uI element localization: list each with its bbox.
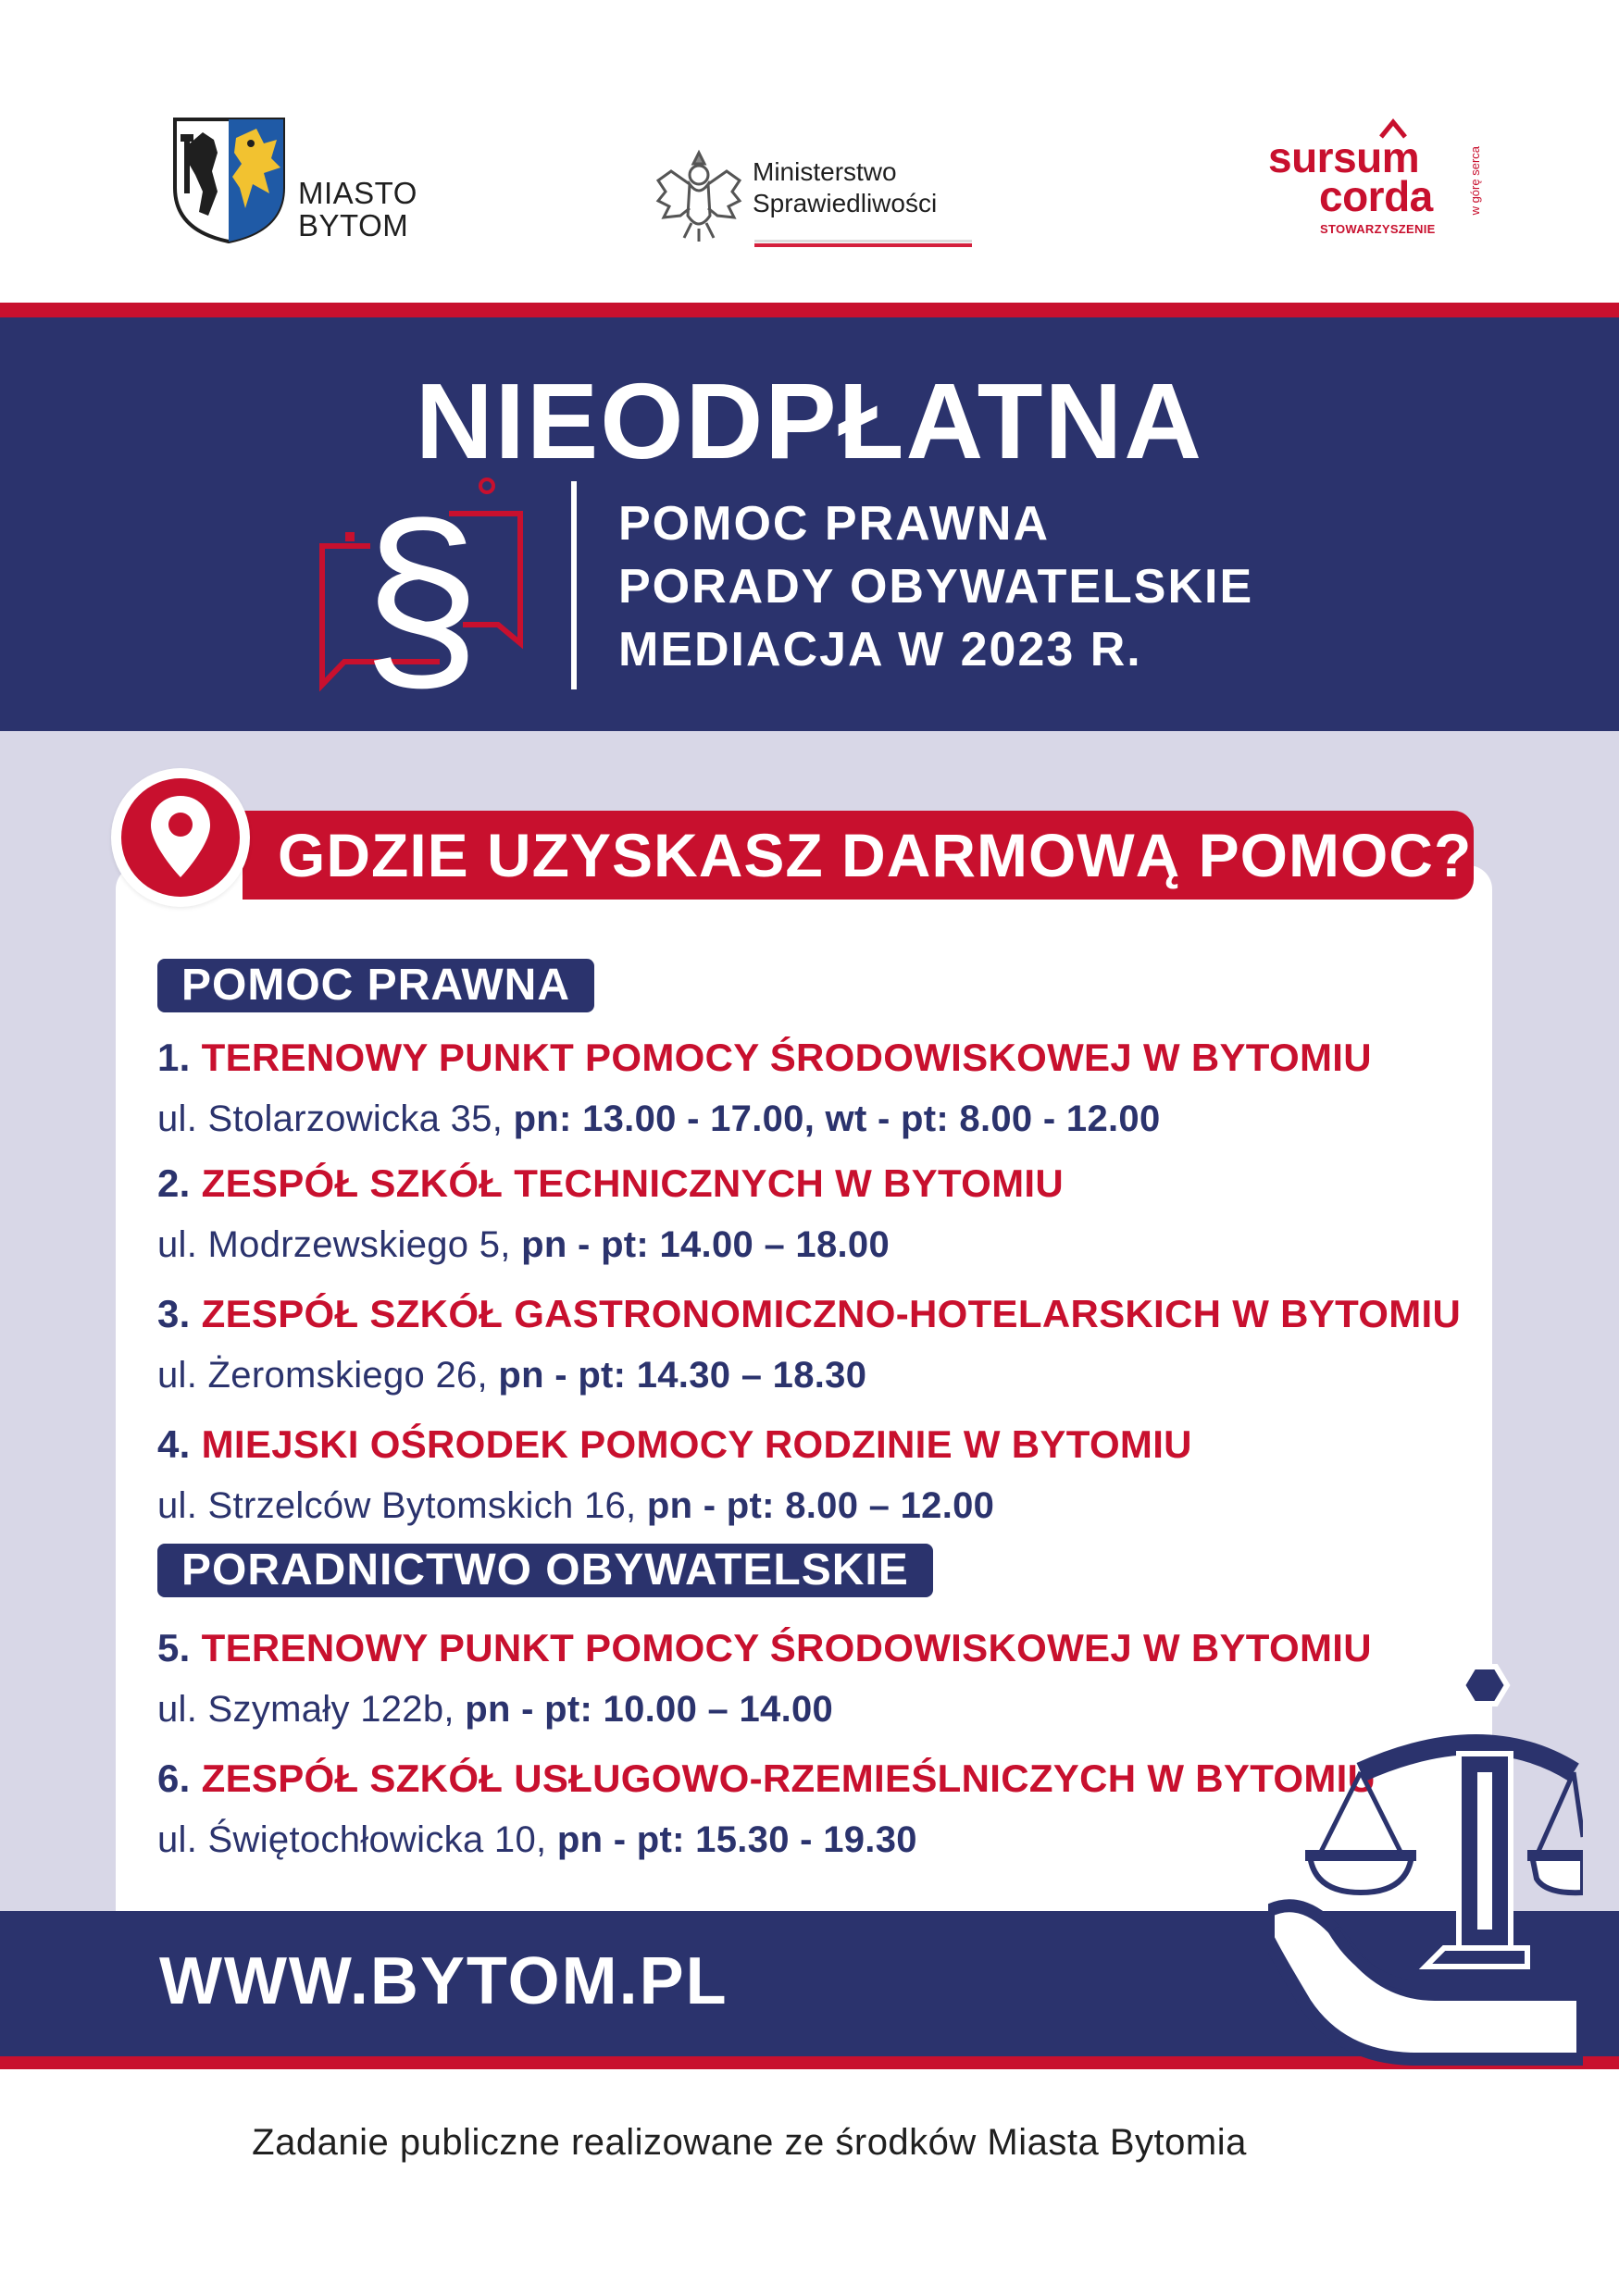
item-street: ul. Stolarzowicka 35, bbox=[157, 1098, 504, 1139]
list-item bbox=[157, 1421, 1192, 1530]
item-address bbox=[157, 1351, 1461, 1399]
list-item bbox=[157, 1290, 1461, 1399]
list-item bbox=[157, 1034, 1372, 1143]
item-number: 6. bbox=[157, 1756, 191, 1800]
item-name: ZESPÓŁ SZKÓŁ TECHNICZNYCH W BYTOMIU bbox=[201, 1161, 1065, 1205]
sursum-logo-bottom: corda bbox=[1319, 172, 1433, 220]
item-name: TERENOWY PUNKT POMOCY ŚRODOWISKOWEJ W BYTOMIU bbox=[201, 1626, 1372, 1669]
item-hours: pn - pt: 8.00 – 12.00 bbox=[646, 1485, 995, 1526]
item-hours: pn - pt: 14.30 – 18.30 bbox=[498, 1355, 867, 1396]
ministry-flag-white bbox=[754, 240, 972, 242]
item-address bbox=[157, 1095, 1372, 1143]
list-item bbox=[157, 1755, 1376, 1864]
subtitle-civic-advice: PORADY OBYWATELSKIE bbox=[618, 560, 1254, 614]
subtitle-legal-aid: POMOC PRAWNA bbox=[618, 497, 1050, 551]
ministry-logo-text bbox=[753, 156, 937, 219]
item-street: ul. Strzelców Bytomskich 16, bbox=[157, 1485, 637, 1526]
section-civic-advice: PORADNICTWO OBYWATELSKIE bbox=[157, 1544, 933, 1597]
header-subtitles bbox=[618, 492, 1253, 681]
svg-text:§: § bbox=[362, 478, 480, 708]
item-title bbox=[157, 1421, 1192, 1469]
ministry-of-justice-logo bbox=[653, 143, 986, 254]
ministry-logo-line1: Ministerstwo bbox=[753, 157, 897, 186]
item-street: ul. Świętochłowicka 10, bbox=[157, 1819, 547, 1860]
list-item bbox=[157, 1624, 1372, 1733]
main-title: NIEODPŁATNA bbox=[415, 361, 1204, 481]
item-number: 5. bbox=[157, 1626, 191, 1669]
item-title bbox=[157, 1624, 1372, 1672]
item-address bbox=[157, 1685, 1372, 1733]
item-hours: pn - pt: 14.00 – 18.00 bbox=[521, 1224, 890, 1265]
polish-eagle-icon bbox=[653, 143, 745, 245]
item-name: ZESPÓŁ SZKÓŁ GASTRONOMICZNO-HOTELARSKICH W BYTOMIU bbox=[201, 1292, 1462, 1335]
item-name: TERENOWY PUNKT POMOCY ŚRODOWISKOWEJ W BYTOMIU bbox=[201, 1036, 1372, 1079]
section-legal-aid: POMOC PRAWNA bbox=[157, 959, 594, 1012]
where-banner-text: GDZIE UZYSKASZ DARMOWĄ POMOC? bbox=[278, 821, 1473, 889]
ministry-flag-red bbox=[754, 243, 972, 247]
item-title bbox=[157, 1755, 1376, 1803]
item-title bbox=[157, 1160, 1064, 1208]
item-number: 2. bbox=[157, 1161, 191, 1205]
item-name: ZESPÓŁ SZKÓŁ USŁUGOWO-RZEMIEŚLNICZYCH W BYTOMIU bbox=[201, 1756, 1376, 1800]
funding-note: Zadanie publiczne realizowane ze środków Miasta Bytomia bbox=[252, 2122, 1247, 2163]
list-item bbox=[157, 1160, 1064, 1269]
bytom-logo-line1: MIASTO bbox=[298, 176, 417, 210]
item-title bbox=[157, 1034, 1372, 1082]
paragraph-speech-bubbles-icon bbox=[305, 477, 537, 708]
item-number: 3. bbox=[157, 1292, 191, 1335]
item-address bbox=[157, 1482, 1192, 1530]
sursum-logo-sub: STOWARZYSZENIE bbox=[1320, 222, 1436, 236]
item-name: MIEJSKI OŚRODEK POMOCY RODZINIE W BYTOMIU bbox=[201, 1422, 1192, 1466]
item-number: 4. bbox=[157, 1422, 191, 1466]
sursum-logo-top: sursum bbox=[1268, 133, 1420, 181]
item-street: ul. Szymały 122b, bbox=[157, 1689, 455, 1730]
item-hours: pn - pt: 10.00 – 14.00 bbox=[465, 1689, 834, 1730]
subtitle-mediation: MEDIACJA W 2023 R. bbox=[618, 623, 1142, 676]
ministry-logo-line2: Sprawiedliwości bbox=[753, 189, 938, 217]
item-street: ul. Żeromskiego 26, bbox=[157, 1355, 488, 1396]
bytom-logo-text bbox=[298, 177, 417, 242]
header-divider bbox=[571, 481, 577, 689]
item-hours: pn: 13.00 - 17.00, wt - pt: 8.00 - 12.00 bbox=[513, 1098, 1161, 1139]
sursum-logo-side: w górę serca bbox=[1468, 146, 1482, 216]
item-number: 1. bbox=[157, 1036, 191, 1079]
miasto-bytom-logo bbox=[171, 116, 440, 245]
website-link[interactable]: WWW.BYTOM.PL bbox=[159, 1944, 729, 2018]
item-hours: pn - pt: 15.30 - 19.30 bbox=[556, 1819, 917, 1860]
item-title bbox=[157, 1290, 1461, 1338]
sursum-corda-logo bbox=[1268, 109, 1509, 257]
bytom-logo-line2: BYTOM bbox=[298, 208, 409, 242]
bytom-coat-of-arms-icon bbox=[171, 116, 287, 245]
item-address bbox=[157, 1816, 1376, 1864]
map-pin-icon bbox=[148, 794, 213, 879]
item-address bbox=[157, 1221, 1064, 1269]
scales-on-hand-icon bbox=[1268, 1661, 1583, 2087]
header-red-stripe bbox=[0, 303, 1619, 317]
item-street: ul. Modrzewskiego 5, bbox=[157, 1224, 511, 1265]
